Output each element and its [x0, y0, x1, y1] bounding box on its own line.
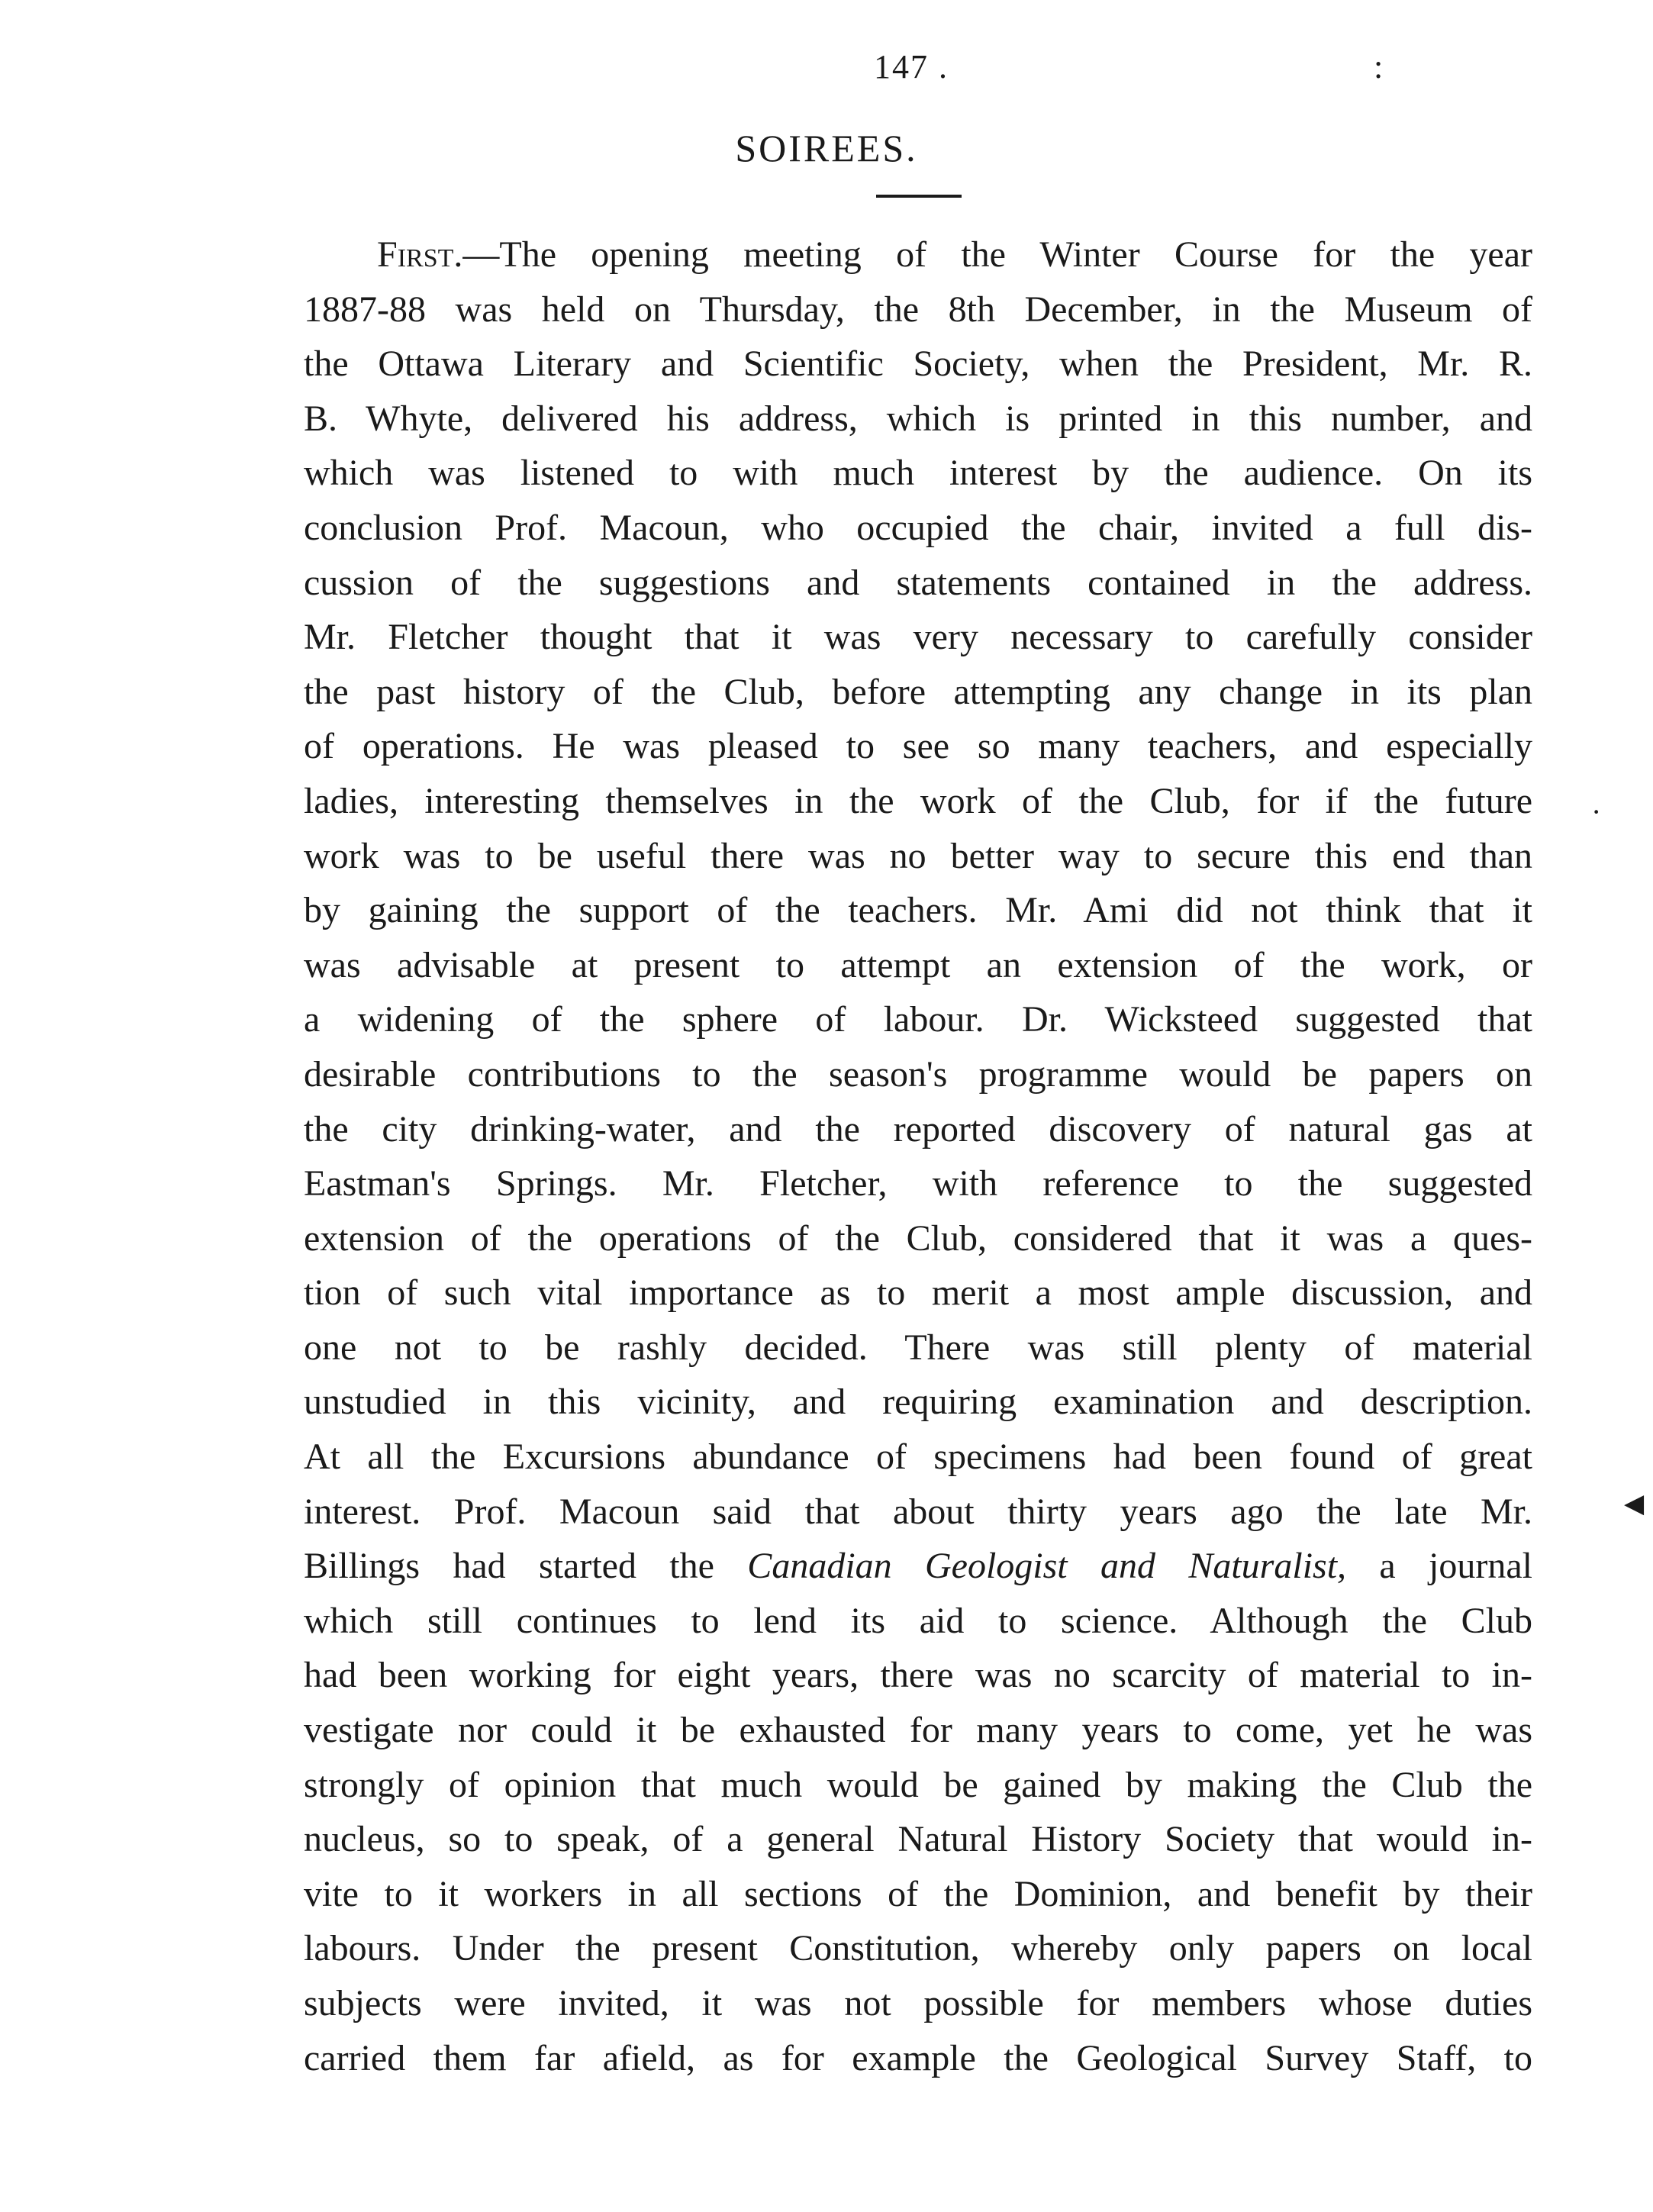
- page-heading: SOIREES.: [735, 127, 918, 169]
- journal-title: Canadian Geologist and Naturalist,: [747, 1546, 1347, 1587]
- text-line: the Ottawa Literary and Scientific Society, when the President, Mr. R.: [304, 343, 1532, 385]
- text-line: Eastman's Springs. Mr. Fletcher, with reference to the suggested: [304, 1163, 1532, 1204]
- text-line: nucleus, so to speak, of a general Natural History Society that would in-: [304, 1819, 1532, 1860]
- lead-word: First.: [377, 234, 463, 275]
- text-line: [304, 227, 1532, 282]
- text-line: unstudied in this vicinity, and requiring examination and description.: [304, 1382, 1532, 1423]
- text-line: work was to be useful there was no better way to secure this end than: [304, 835, 1532, 876]
- text-line: carried them far afield, as for example the Geological Survey Staff, to: [304, 2037, 1532, 2078]
- text-line: which still continues to lend its aid to science. Although the Club: [304, 1600, 1532, 1641]
- text-line: tion of such vital importance as to merit a most ample discussion, and: [304, 1272, 1532, 1314]
- text-line: vestigate nor could it be exhausted for many years to come, yet he was: [304, 1710, 1532, 1751]
- scan-arrow-mark: ◀: [1624, 1490, 1645, 1518]
- text-line: which was listened to with much interest by the audience. On its: [304, 453, 1532, 494]
- text-line: vite to it workers in all sections of the Dominion, and benefit by their: [304, 1873, 1532, 1914]
- line-text: —The opening meeting of the Winter Course for the year: [462, 234, 1532, 275]
- text-line: ladies, interesting themselves in the work of the Club, for if the future: [304, 780, 1532, 821]
- text-line: the past history of the Club, before attempting any change in its plan: [304, 671, 1532, 712]
- text-line: strongly of opinion that much would be gained by making the Club the: [304, 1764, 1532, 1805]
- line-text: a journal: [1379, 1546, 1532, 1587]
- text-line: 1887-88 was held on Thursday, the 8th December, in the Museum of: [304, 289, 1532, 330]
- corner-mark: :: [1374, 48, 1384, 85]
- text-line: conclusion Prof. Macoun, who occupied the chair, invited a full dis-: [304, 507, 1532, 548]
- text-line: was advisable at present to attempt an extension of the work, or: [304, 944, 1532, 985]
- text-line: had been working for eight years, there was no scarcity of material to in-: [304, 1655, 1532, 1696]
- text-line: At all the Excursions abundance of specimens had been found of great: [304, 1437, 1532, 1478]
- text-line: Mr. Fletcher thought that it was very necessary to carefully consider: [304, 617, 1532, 658]
- heading-rule: [876, 195, 962, 198]
- text-line: subjects were invited, it was not possible for members whose duties: [304, 1983, 1532, 2023]
- page-number: 147 .: [874, 48, 949, 85]
- text-line: B. Whyte, delivered his address, which is printed in this number, and: [304, 398, 1532, 439]
- body-text: [304, 227, 1532, 2085]
- text-line: a widening of the sphere of labour. Dr. Wicksteed suggested that: [304, 999, 1532, 1040]
- line-text: Billings had started the: [304, 1546, 714, 1587]
- text-line: desirable contributions to the season's programme would be papers on: [304, 1053, 1532, 1095]
- text-line: of operations. He was pleased to see so many teachers, and especially: [304, 726, 1532, 767]
- text-line: cussion of the suggestions and statements contained in the address.: [304, 562, 1532, 603]
- text-line: extension of the operations of the Club, considered that it was a ques-: [304, 1217, 1532, 1259]
- text-line: interest. Prof. Macoun said that about thirty years ago the late Mr.: [304, 1491, 1532, 1532]
- text-line: labours. Under the present Constitution, whereby only papers on local: [304, 1928, 1532, 1969]
- text-line: by gaining the support of the teachers. Mr. Ami did not think that it: [304, 890, 1532, 931]
- text-line: [304, 1539, 1532, 1594]
- text-line: one not to be rashly decided. There was still plenty of material: [304, 1327, 1532, 1368]
- scan-dot-mark: ·: [1591, 795, 1602, 829]
- text-line: the city drinking-water, and the reported discovery of natural gas at: [304, 1108, 1532, 1150]
